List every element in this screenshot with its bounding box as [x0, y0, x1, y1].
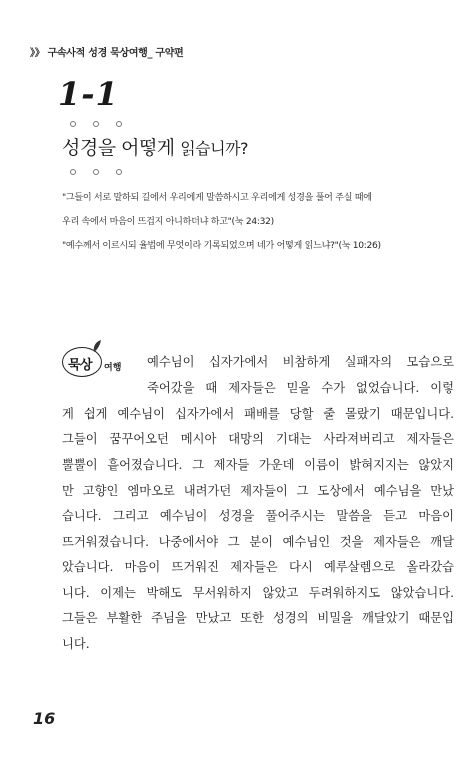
leaf-icon [92, 339, 102, 353]
scripture-quote-line: "그들이 서로 말하되 길에서 우리에게 말씀하시고 우리에게 성경을 풀어 주실 때에 [62, 193, 372, 203]
page-number: 16 [33, 709, 56, 728]
decorative-dots-top [70, 121, 122, 131]
body-text-line: 만 고향인 엠마오로 내려가던 제자들이 그 도상에서 예수님을 만났 [62, 484, 454, 498]
dot-ornament [116, 169, 122, 175]
scripture-quote-line: 우리 속에서 마음이 뜨겁지 아니하더냐 하고"(눅 24:32) [62, 217, 274, 227]
body-text-line: 뜨거워졌습니다. 나중에서야 그 분이 예수님인 것을 제자들은 깨달 [62, 535, 454, 549]
body-text-line: 그들이 꿈꾸어오던 메시아 대망의 기대는 사라져버리고 제자들은 [62, 432, 454, 446]
scripture-quote-line: "예수께서 이르시되 율법에 무엇이라 기록되었으며 네가 어떻게 읽느냐?"(눅 10:26) [62, 241, 381, 251]
dot-ornament [70, 169, 76, 175]
running-header: 》》 구속사적 성경 묵상여행_ 구약편 [30, 48, 184, 59]
meditation-badge [62, 347, 124, 379]
body-text-line: 습니다. 그리고 예수님이 성경을 풀어주시는 말씀을 듣고 마음이 [62, 509, 454, 523]
body-text-line: 니다. 이제는 박해도 무서워하지 않았고 두려워하지도 않았습니다. [62, 586, 454, 600]
decorative-dots-bottom [70, 169, 122, 179]
body-text-line: 니다. [62, 637, 90, 651]
chapter-number: 1-1 [58, 75, 119, 113]
body-text-line: 그들은 부활한 주님을 만났고 또한 성경의 비밀을 깨달았기 때문입 [62, 611, 454, 625]
chapter-title-main: 성경을 어떻게 [62, 137, 175, 159]
dot-ornament [93, 121, 99, 127]
body-text-line: 예수님이 십자가에서 비참하게 실패자의 모습으로 [147, 355, 454, 369]
chapter-title [62, 133, 248, 160]
body-text-line: 게 쉽게 예수님이 십자가에서 패배를 당할 줄 몰랐기 때문입니다. [62, 407, 454, 421]
dot-ornament [116, 121, 122, 127]
body-text-line: 죽어갔을 때 제자들은 믿을 수가 없었습니다. 이렇 [147, 381, 454, 395]
body-text-line: 았습니다. 마음이 뜨거워진 제자들은 다시 예루살렘으로 올라갔습 [62, 560, 454, 574]
chapter-title-tail: 읽습니까? [180, 139, 249, 158]
dot-ornament [93, 169, 99, 175]
badge-sublabel: 여행 [104, 363, 122, 373]
dot-ornament [70, 121, 76, 127]
body-text-line: 뿔뿔이 흩어졌습니다. 그 제자들 가운데 이름이 밝혀지지는 않았지 [62, 458, 454, 472]
badge-label: 묵상 [68, 358, 93, 373]
